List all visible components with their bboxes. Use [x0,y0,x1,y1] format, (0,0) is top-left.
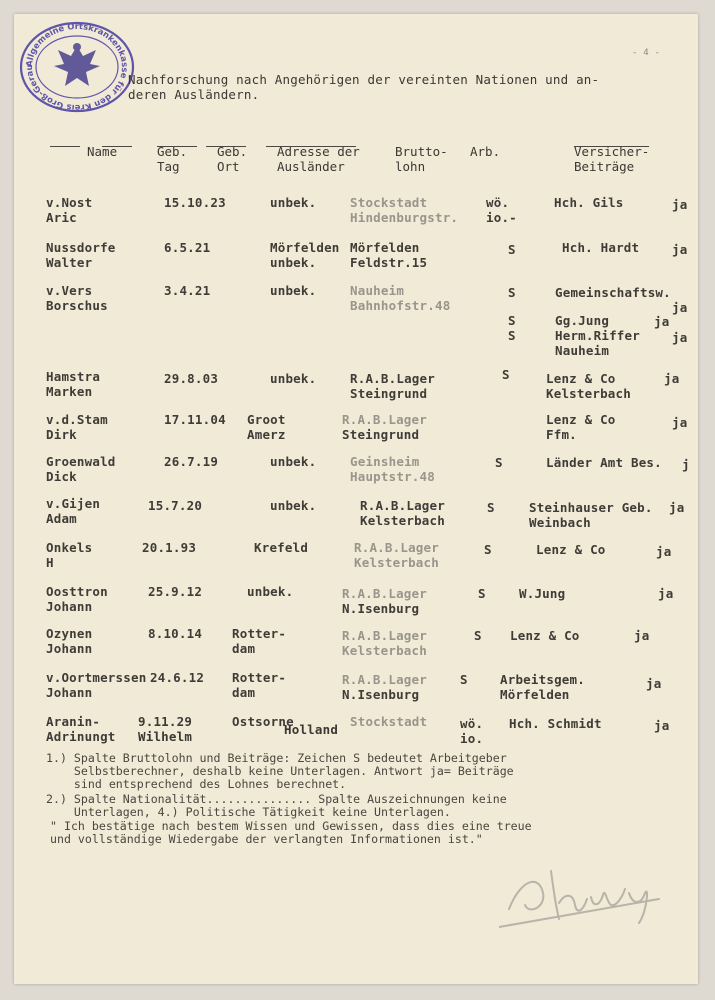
name-line2: Walter [46,255,93,270]
employer-line2: Kelsterbach [546,386,631,401]
stamp-text: Allgemeine Ortskrankenkasse für den Kreis Groß-Gerau [23,20,131,114]
employer-line1: Gg.Jung [555,313,610,328]
address-line2: Feldstr.15 [350,255,428,270]
employer-line1: Hch. Hardt [562,240,640,255]
contribution-answer: ja [654,314,670,329]
name-line2: Johann [46,599,93,614]
birth-place: unbek. [270,371,317,386]
wage-code: S [484,542,492,557]
contribution-answer: ja [672,300,688,315]
column-header-birth-place: Geb. Ort [217,144,248,174]
office-stamp [18,20,136,115]
birth-date: 25.9.12 [148,584,203,599]
name-line1: Nussdorfe [46,240,116,255]
wage-code: S [487,500,495,515]
address-line2: Steingrund [342,427,420,442]
address-line1: R.A.B.Lager [350,371,435,386]
contribution-answer: ja [658,586,674,601]
address-line2: Kelsterbach [360,513,445,528]
contribution-answer: ja [664,371,680,386]
birth-date: 15.10.23 [164,195,226,210]
column-header-address: Adresse der Ausländer [277,144,360,174]
name-line2: Dirk [46,427,77,442]
document-title-line2: deren Ausländern. [128,87,260,102]
employer-line1: Lenz & Co [546,412,616,427]
birth-place-line2: unbek. [270,255,317,270]
address-line2: N.Isenburg [342,601,420,616]
wage-code: S [508,313,516,328]
address-line2: Hindenburgstr. [350,210,459,225]
wage-code: S [474,628,482,643]
birth-place: unbek. [270,283,317,298]
contribution-answer: ja [654,718,670,733]
birth-date: 20.1.93 [142,540,197,555]
footnote-1-line3: sind entsprechend des Lohnes berechnet. [46,777,347,791]
birth-date: 6.5.21 [164,240,211,255]
address-line1: Geinsheim [350,454,420,469]
name-line2: Johann [46,685,93,700]
birth-place-line2: dam [232,641,256,656]
column-header-birth-date: Geb. Tag [157,144,188,174]
name-line1: v.Oortmerssen [46,670,147,685]
document-page [14,14,698,984]
declaration-line2: und vollständige Wiedergabe der verlangten Informationen ist." [50,832,483,846]
header-rule [157,146,197,147]
header-rule [266,146,356,147]
address-line1: R.A.B.Lager [342,412,427,427]
footnote-1-line2: Selbstberechner, deshalb keine Unterlagen. Antwort ja= Beiträge [46,764,514,778]
address-line1: R.A.B.Lager [342,586,427,601]
contribution-answer: ja [646,676,662,691]
employer-line1: W.Jung [519,586,566,601]
address-line1: R.A.B.Lager [342,672,427,687]
contribution-answer: ja [669,500,685,515]
birth-place: Ostsorne [232,714,294,729]
footnote-2-line1: 2.) Spalte Nationalität............... Spalte Auszeichnungen keine [46,792,507,806]
birth-place: unbek. [270,454,317,469]
address-line1: R.A.B.Lager [360,498,445,513]
birth-place-line1: Groot [247,412,286,427]
annotation-wilhelm: Wilhelm [138,729,193,744]
birth-place-line1: Rotter- [232,670,287,685]
employer-line1: Lenz & Co [536,542,606,557]
name-line1: v.Vers [46,283,93,298]
employer-line1: Lenz & Co [510,628,580,643]
wage-code: S [508,242,516,257]
address-line1: Stockstadt [350,195,428,210]
birth-place-line2: Amerz [247,427,286,442]
address-line2: Steingrund [350,386,428,401]
annotation-holland: Holland [284,722,339,737]
wage-code: S [502,367,510,382]
employer-line2: Mörfelden [500,687,570,702]
employer-line1: Hch. Gils [554,195,624,210]
employer-line1: Lenz & Co [546,371,616,386]
address-line2: N.Isenburg [342,687,420,702]
birth-place: unbek. [270,498,317,513]
header-rule [206,146,246,147]
document-title-line1: Nachforschung nach Angehörigen der vereinten Nationen und an- [128,72,600,87]
header-rule [102,146,132,147]
name-line2: Borschus [46,298,108,313]
birth-place-line2: dam [232,685,256,700]
employer-line1: Steinhauser Geb. [529,500,653,515]
signature [499,859,669,934]
employer-line1: Hch. Schmidt [509,716,602,731]
address-line1: R.A.B.Lager [342,628,427,643]
column-header-contributions: Versicher- Beiträge [574,144,650,174]
column-header-name: Name [87,144,118,159]
name-line2: Adam [46,511,77,526]
contribution-answer: ja [672,242,688,257]
footnote-1-line1: 1.) Spalte Bruttolohn und Beiträge: Zeichen S bedeutet Arbeitgeber [46,751,507,765]
birth-date: 3.4.21 [164,283,211,298]
name-line1: Hamstra [46,369,101,384]
employer-line1: Herm.Riffer [555,328,640,343]
address-line2: Kelsterbach [342,643,427,658]
contribution-answer: j [682,457,690,472]
contribution-answer: ja [672,330,688,345]
name-line2: Aric [46,210,77,225]
wage-code: wö. io. [460,716,484,746]
name-line1: Aranin- [46,714,101,729]
contribution-answer: ja [656,544,672,559]
name-line2: Adrinungt [46,729,116,744]
address-line2: Kelsterbach [354,555,439,570]
column-header-gross-wage: Brutto- lohn [395,144,448,174]
birth-place-line1: Mörfelden [270,240,340,255]
address-line2: Bahnhofstr.48 [350,298,451,313]
birth-date: 17.11.04 [164,412,226,427]
birth-date: 15.7.20 [148,498,203,513]
birth-place-line1: Rotter- [232,626,287,641]
employer-line2: Weinbach [529,515,591,530]
address-line1: R.A.B.Lager [354,540,439,555]
address-line1: Mörfelden [350,240,420,255]
employer-line1: Länder Amt Bes. [546,455,662,470]
name-line2: Marken [46,384,93,399]
footnote-2-line2: Unterlagen, 4.) Politische Tätigkeit keine Unterlagen. [46,805,451,819]
name-line1: v.d.Stam [46,412,108,427]
name-line2: H [46,555,54,570]
employer-line1: Gemeinschaftsw. [555,285,671,300]
contribution-answer: ja [672,197,688,212]
address-line1: Stockstadt [350,714,428,729]
birth-place: unbek. [270,195,317,210]
birth-place: unbek. [247,584,294,599]
birth-date: 29.8.03 [164,371,219,386]
wage-code: S [508,328,516,343]
address-line2: Hauptstr.48 [350,469,435,484]
eagle-emblem [54,43,100,86]
birth-date: 9.11.29 [138,714,193,729]
wage-code: S [495,455,503,470]
name-line1: v.Nost [46,195,93,210]
name-line2: Johann [46,641,93,656]
wage-code: S [460,672,468,687]
wage-code: S [478,586,486,601]
wage-code: wö. io.- [486,195,517,225]
header-rule [50,146,80,147]
employer-line2: Nauheim [555,343,610,358]
birth-place: Krefeld [254,540,309,555]
name-line1: Ozynen [46,626,93,641]
employer-line1: Arbeitsgem. [500,672,585,687]
birth-date: 24.6.12 [150,670,205,685]
name-line1: Groenwald [46,454,116,469]
birth-date: 26.7.19 [164,454,219,469]
page-mark: - 4 - [632,48,661,58]
wage-code: S [508,285,516,300]
employer-line2: Ffm. [546,427,577,442]
name-line1: v.Gijen [46,496,101,511]
name-line2: Dick [46,469,77,484]
declaration-line1: " Ich bestätige nach bestem Wissen und Gewissen, dass dies eine treue [50,819,532,833]
contribution-answer: ja [634,628,650,643]
column-header-employer: Arb. [470,144,501,159]
contribution-answer: ja [672,415,688,430]
birth-date: 8.10.14 [148,626,203,641]
header-rule [574,146,649,147]
name-line1: Oosttron [46,584,108,599]
address-line1: Nauheim [350,283,405,298]
name-line1: Onkels [46,540,93,555]
